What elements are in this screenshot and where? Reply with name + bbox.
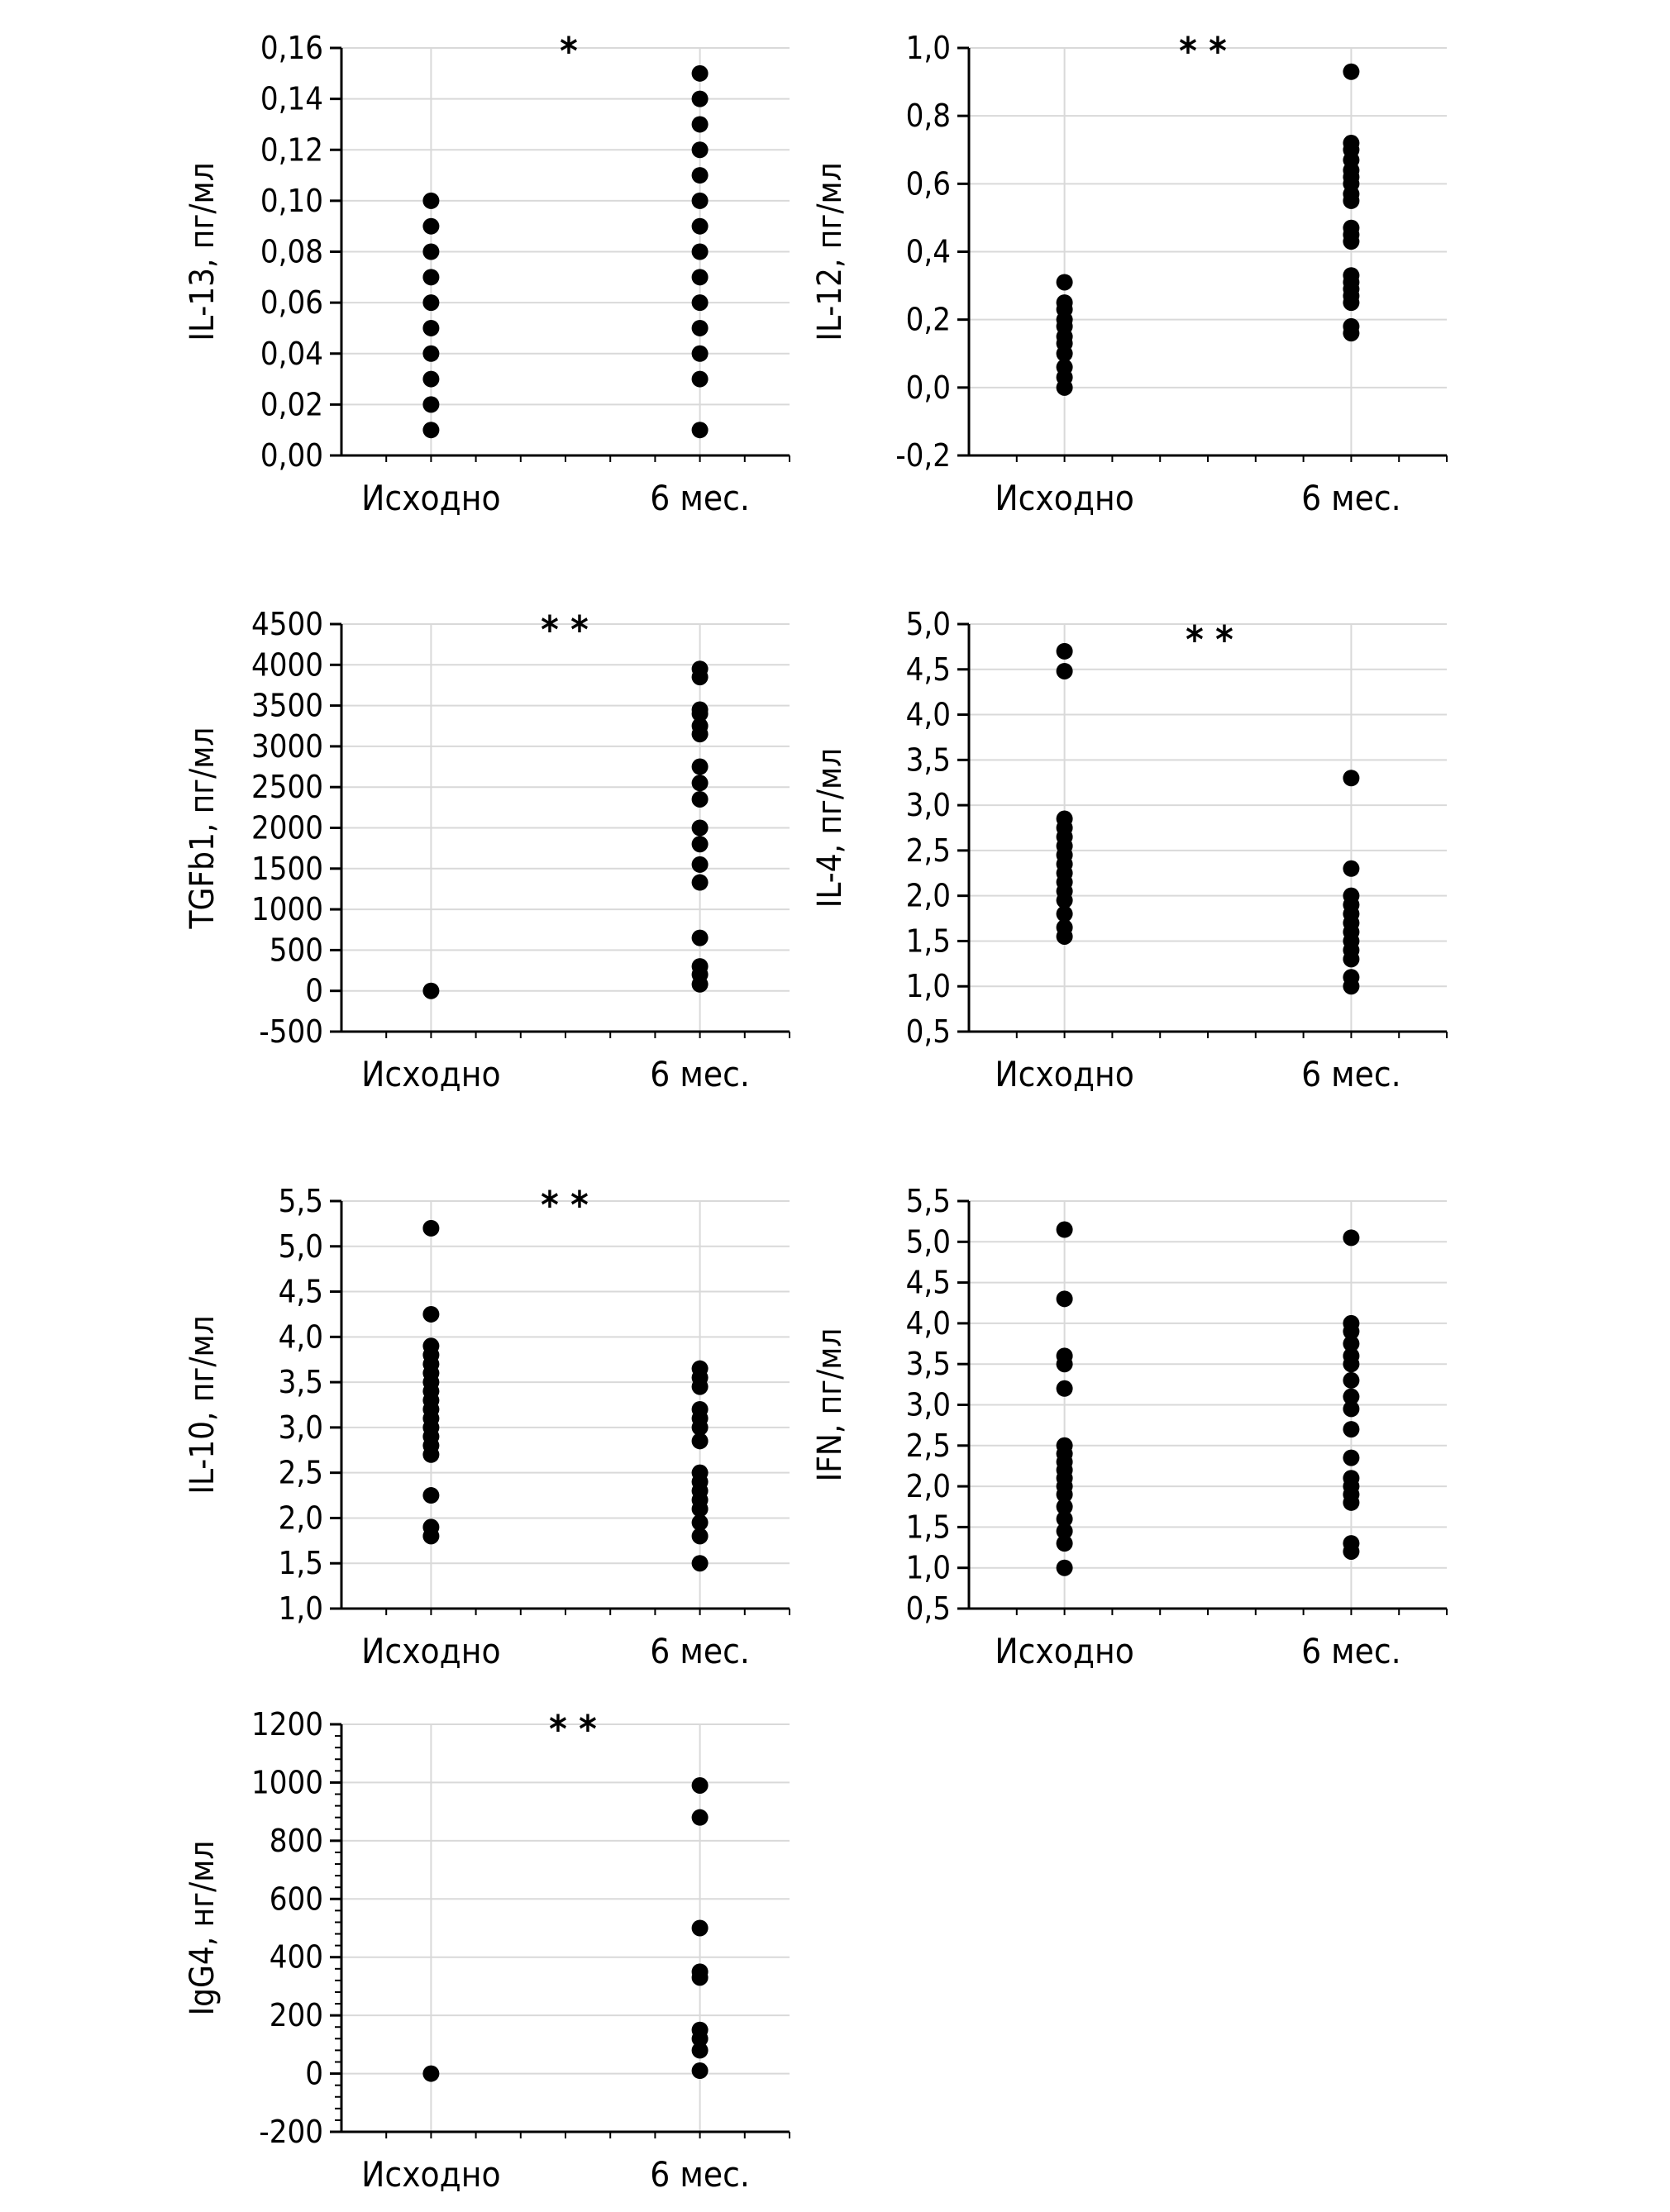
panel-6: [811, 1183, 1447, 1671]
y-tick-label: 0,4: [905, 233, 951, 270]
data-point: [1343, 220, 1359, 236]
significance-marker: * *: [549, 1707, 597, 1752]
y-tick-label: 0: [305, 2055, 323, 2092]
y-tick-label: 2,5: [905, 1427, 951, 1464]
panel-3: [184, 606, 790, 1094]
data-point: [1343, 1389, 1359, 1405]
data-point: [692, 320, 709, 336]
data-point: [692, 1963, 709, 1980]
y-tick-label: 1000: [251, 891, 323, 928]
x-category-label: Исходно: [361, 1054, 501, 1094]
data-point: [692, 1401, 709, 1418]
y-tick-label: 0,12: [260, 131, 323, 169]
y-axis-title: IL-4, пг/мл: [811, 747, 849, 908]
data-point: [1057, 1347, 1073, 1364]
data-point: [422, 2066, 439, 2082]
data-point: [1343, 1229, 1359, 1246]
x-category-label: Исходно: [361, 478, 501, 518]
data-point: [692, 269, 709, 285]
data-point: [422, 983, 439, 999]
y-tick-label: 2500: [251, 769, 323, 806]
y-tick-label: 1,5: [278, 1545, 323, 1582]
data-point: [692, 1361, 709, 1377]
data-point: [1343, 318, 1359, 335]
y-tick-label: 1,0: [905, 968, 951, 1005]
y-tick-label: 3,5: [905, 741, 951, 779]
y-tick-label: 4000: [251, 646, 323, 684]
y-tick-label: 1200: [251, 1706, 323, 1742]
data-point: [692, 1555, 709, 1571]
y-tick-label: 2000: [251, 809, 323, 846]
y-tick-label: 5,0: [278, 1228, 323, 1265]
y-tick-label: 1500: [251, 850, 323, 887]
y-tick-label: 0,16: [260, 30, 323, 66]
y-tick-label: 2,0: [278, 1499, 323, 1537]
y-tick-label: 5,0: [905, 606, 951, 642]
data-point: [1343, 267, 1359, 284]
x-category-label: Исходно: [361, 2154, 501, 2195]
y-tick-label: 5,5: [905, 1183, 951, 1219]
data-point: [422, 1487, 439, 1504]
x-category-label: Исходно: [995, 478, 1134, 518]
y-tick-label: 800: [269, 1822, 323, 1859]
panel-7: [184, 1706, 790, 2195]
y-tick-label: 1000: [251, 1764, 323, 1801]
significance-marker: *: [560, 29, 578, 74]
y-tick-label: 3000: [251, 727, 323, 765]
data-point: [692, 820, 709, 837]
y-tick-label: 1,5: [905, 922, 951, 960]
data-point: [692, 791, 709, 808]
y-tick-label: 200: [269, 1997, 323, 2034]
y-tick-label: 4,5: [278, 1273, 323, 1310]
x-category-label: Исходно: [361, 1631, 501, 1671]
y-tick-label: 1,0: [278, 1590, 323, 1627]
data-point: [692, 856, 709, 873]
data-point: [1057, 1290, 1073, 1307]
y-tick-label: 1,0: [905, 30, 951, 66]
data-point: [422, 218, 439, 235]
y-tick-label: 0,5: [905, 1590, 951, 1627]
data-point: [1343, 1421, 1359, 1437]
panel-1: [184, 29, 790, 518]
y-tick-label: 4,0: [278, 1318, 323, 1356]
y-tick-label: 0,2: [905, 301, 951, 338]
y-tick-label: 3,0: [278, 1409, 323, 1446]
y-tick-label: 2,5: [905, 832, 951, 869]
data-point: [422, 1518, 439, 1535]
data-point: [692, 930, 709, 946]
x-category-label: 6 мес.: [650, 478, 750, 518]
significance-marker: * *: [541, 608, 589, 652]
y-tick-label: 2,5: [278, 1454, 323, 1491]
data-point: [692, 1465, 709, 1481]
data-point: [692, 2062, 709, 2079]
x-category-label: 6 мес.: [1301, 1054, 1401, 1094]
data-point: [692, 116, 709, 132]
x-category-label: 6 мес.: [1301, 1631, 1401, 1671]
data-point: [692, 1920, 709, 1937]
y-tick-label: -500: [259, 1013, 323, 1050]
data-point: [1057, 811, 1073, 827]
data-point: [1057, 663, 1073, 679]
data-point: [1343, 888, 1359, 904]
y-tick-label: 3,0: [905, 787, 951, 824]
data-point: [692, 244, 709, 260]
data-point: [692, 193, 709, 209]
y-tick-label: 0,0: [905, 369, 951, 406]
data-point: [1343, 64, 1359, 80]
panel-4: [811, 606, 1447, 1094]
panel-2: [811, 29, 1447, 518]
data-point: [1343, 1450, 1359, 1466]
y-tick-label: 0,08: [260, 233, 323, 270]
data-point: [1343, 770, 1359, 786]
y-tick-label: 5,0: [905, 1223, 951, 1261]
data-point: [422, 346, 439, 362]
data-point: [422, 320, 439, 336]
data-point: [1057, 1560, 1073, 1576]
data-point: [1057, 1380, 1073, 1397]
data-point: [692, 702, 709, 718]
data-point: [692, 294, 709, 311]
data-point: [1343, 1535, 1359, 1552]
data-point: [692, 371, 709, 388]
data-point: [692, 836, 709, 852]
significance-marker: * *: [1179, 29, 1227, 74]
data-point: [422, 422, 439, 438]
y-tick-label: 3,0: [905, 1386, 951, 1423]
data-point: [1343, 1315, 1359, 1332]
y-tick-label: 4,0: [905, 1304, 951, 1342]
y-tick-label: 500: [269, 932, 323, 969]
data-point: [422, 294, 439, 311]
data-point: [1343, 1372, 1359, 1389]
y-tick-label: 4,0: [905, 696, 951, 733]
y-tick-label: 4500: [251, 606, 323, 642]
data-point: [692, 422, 709, 438]
data-point: [422, 244, 439, 260]
data-point: [1343, 860, 1359, 877]
data-point: [692, 65, 709, 82]
data-point: [1343, 969, 1359, 985]
y-tick-label: -0,2: [895, 437, 951, 474]
y-axis-title: IL-13, пг/мл: [184, 162, 222, 341]
y-tick-label: 5,5: [278, 1183, 323, 1219]
data-point: [422, 1337, 439, 1354]
data-point: [692, 91, 709, 107]
y-axis-title: TGFb1, пг/мл: [184, 727, 222, 929]
y-tick-label: 2,0: [905, 1468, 951, 1505]
x-category-label: Исходно: [995, 1054, 1134, 1094]
y-axis-title: IgG4, нг/мл: [184, 1840, 222, 2016]
data-point: [422, 371, 439, 388]
y-tick-label: 0,04: [260, 335, 323, 372]
data-point: [1343, 1470, 1359, 1486]
y-tick-label: 400: [269, 1938, 323, 1976]
data-point: [692, 958, 709, 975]
y-tick-label: 1,0: [905, 1549, 951, 1586]
data-point: [692, 660, 709, 677]
data-point: [422, 269, 439, 285]
significance-marker: * *: [541, 1183, 589, 1228]
y-tick-label: 0,6: [905, 165, 951, 203]
data-point: [1057, 294, 1073, 311]
data-point: [692, 1809, 709, 1826]
x-category-label: 6 мес.: [650, 1054, 750, 1094]
data-point: [692, 346, 709, 362]
x-category-label: 6 мес.: [650, 2154, 750, 2195]
y-tick-label: 0,00: [260, 437, 323, 474]
data-point: [692, 775, 709, 791]
y-tick-label: -200: [259, 2114, 323, 2150]
panel-5: [184, 1183, 790, 1671]
significance-marker: * *: [1186, 617, 1233, 662]
data-point: [1057, 643, 1073, 660]
data-point: [1057, 274, 1073, 290]
y-tick-label: 4,5: [905, 651, 951, 688]
y-tick-label: 0,02: [260, 386, 323, 423]
data-point: [692, 218, 709, 235]
x-category-label: 6 мес.: [1301, 478, 1401, 518]
data-point: [1057, 1437, 1073, 1454]
y-tick-label: 0,06: [260, 284, 323, 322]
y-tick-label: 3500: [251, 687, 323, 724]
y-tick-label: 1,5: [905, 1509, 951, 1546]
y-tick-label: 3,5: [278, 1364, 323, 1401]
data-point: [1057, 1222, 1073, 1238]
data-point: [1343, 135, 1359, 151]
y-tick-label: 2,0: [905, 877, 951, 914]
y-tick-label: 3,5: [905, 1346, 951, 1383]
x-category-label: Исходно: [995, 1631, 1134, 1671]
y-axis-title: IL-12, пг/мл: [811, 162, 849, 341]
data-point: [692, 875, 709, 891]
data-point: [422, 1220, 439, 1237]
data-point: [692, 167, 709, 184]
y-axis-title: IFN, пг/мл: [811, 1328, 849, 1482]
y-tick-label: 0,14: [260, 80, 323, 117]
x-category-label: 6 мес.: [650, 1631, 750, 1671]
data-point: [692, 759, 709, 775]
y-tick-label: 0,10: [260, 182, 323, 219]
y-tick-label: 0: [305, 972, 323, 1009]
data-point: [422, 1306, 439, 1323]
y-axis-title: IL-10, пг/мл: [184, 1315, 222, 1495]
data-point: [692, 2022, 709, 2038]
data-point: [422, 396, 439, 412]
y-tick-label: 600: [269, 1881, 323, 1918]
data-point: [692, 1777, 709, 1794]
y-tick-label: 0,5: [905, 1013, 951, 1050]
data-point: [422, 193, 439, 209]
data-point: [692, 141, 709, 158]
y-tick-label: 0,8: [905, 98, 951, 135]
y-tick-label: 4,5: [905, 1264, 951, 1301]
